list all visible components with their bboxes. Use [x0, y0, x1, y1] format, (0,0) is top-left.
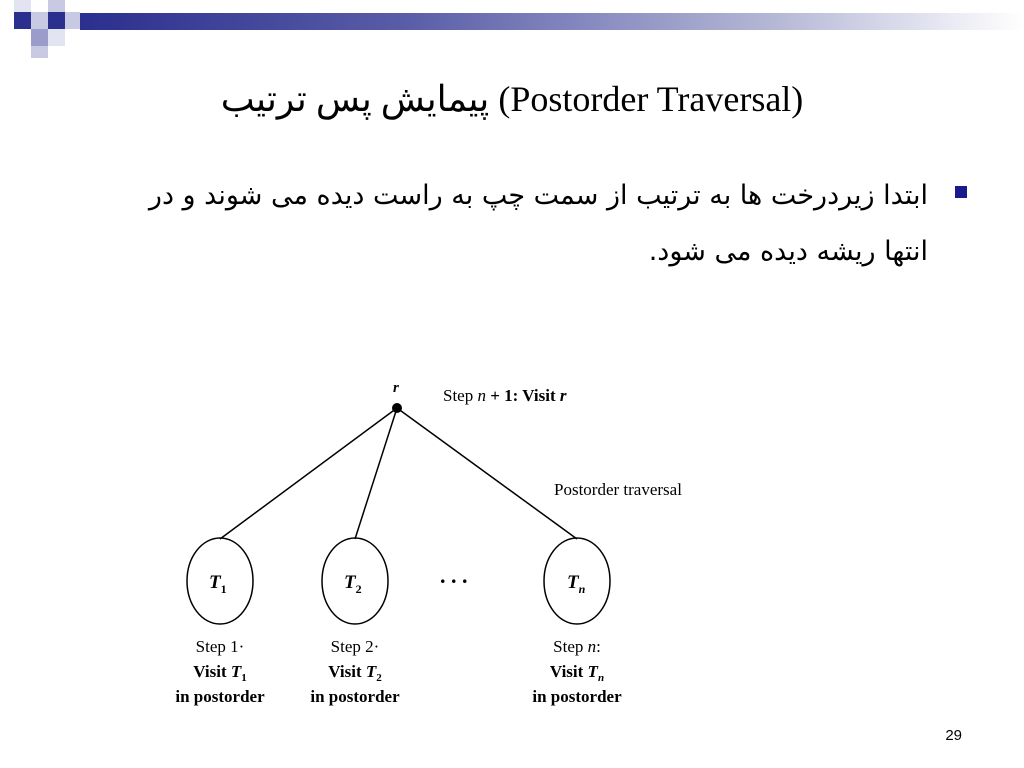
step-n-label: Step n: [553, 637, 601, 656]
postorder-t1-label: in postorder [175, 687, 265, 706]
slide-title: پیمایش پس ترتیب (Postorder Traversal) [220, 79, 804, 119]
traversal-label: Postorder traversal [554, 480, 682, 499]
root-label: r [393, 380, 399, 396]
root-step-label: Step n + 1: Visit r [443, 386, 567, 405]
step-1-label: Step 1· [195, 637, 245, 656]
ellipsis: . . . [440, 563, 468, 588]
postorder-tn-label: in postorder [532, 687, 622, 706]
slide-number: 29 [945, 727, 962, 744]
step-2-label: Step 2· [330, 637, 380, 656]
visit-t2-label: Visit $T_2$ [328, 662, 382, 684]
edge-left [220, 408, 397, 539]
edge-middle [355, 408, 397, 539]
visit-tn-label: Visit $T_n$ [549, 662, 605, 684]
postorder-t2-label: in postorder [310, 687, 400, 706]
root-node [392, 403, 402, 413]
visit-t1-label: Visit $T_1$ [193, 662, 247, 684]
subtree-tn-label: $T_n$ [567, 572, 586, 596]
bullet-text: ابتدا زیردرخت ها به ترتیب از سمت چپ به راست دیده می شوند و در انتها ریشه دیده می شود. [148, 180, 928, 267]
edge-right [397, 408, 577, 539]
subtree-t1-label: $T_1$ [209, 572, 227, 596]
subtree-t2-label: $T_2$ [344, 572, 362, 596]
